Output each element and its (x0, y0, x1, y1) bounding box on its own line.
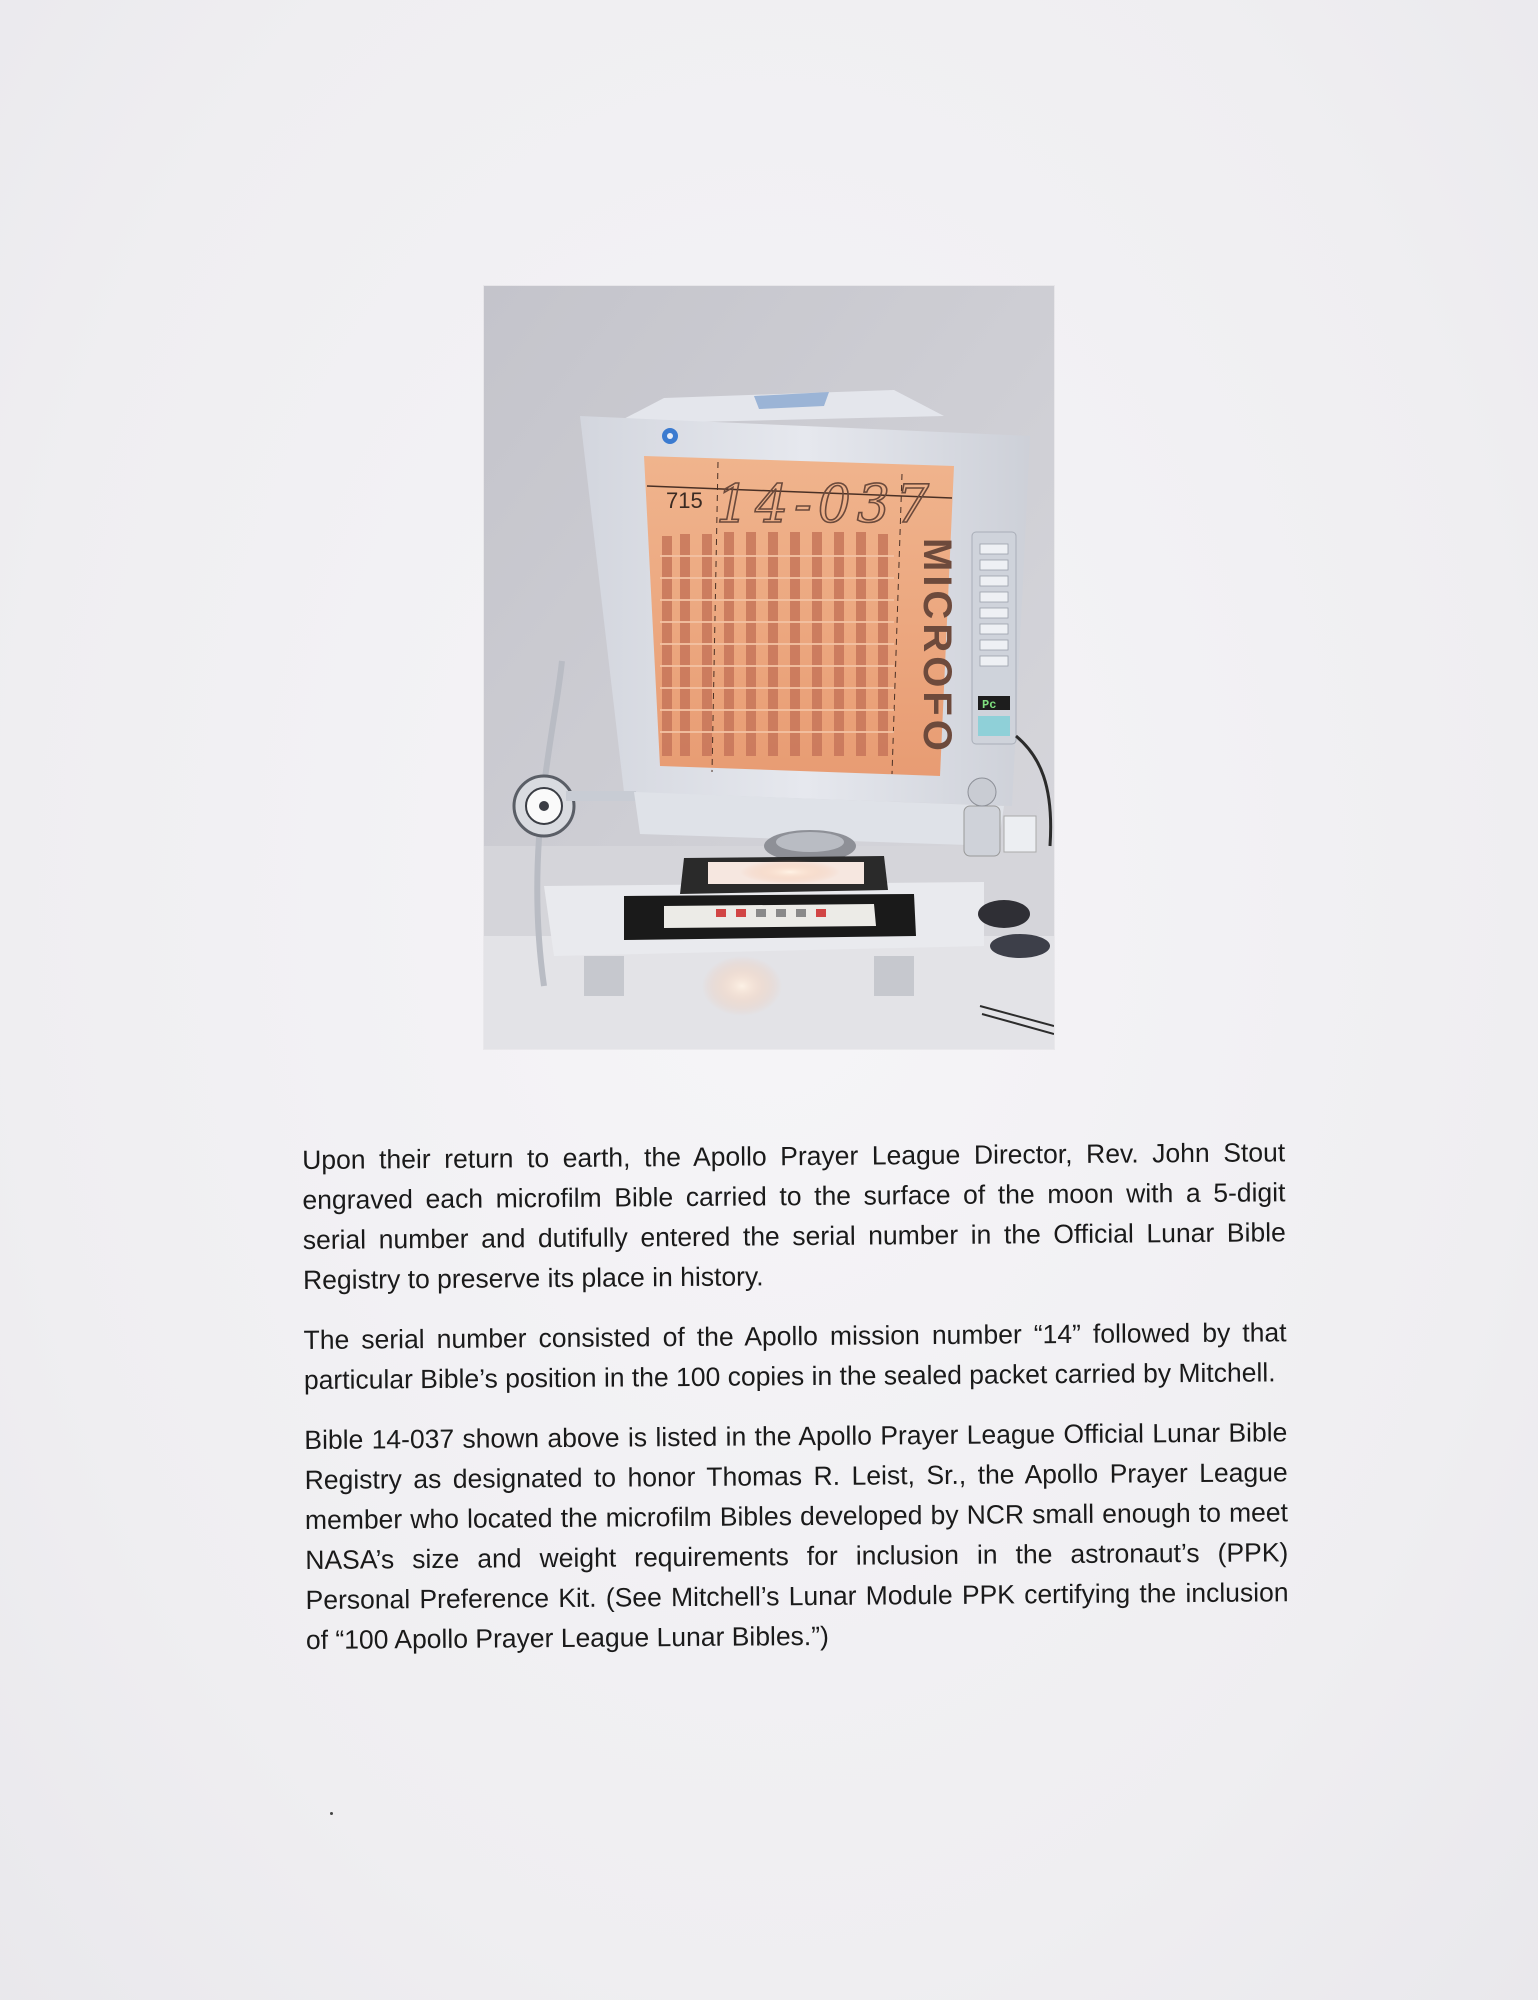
microfilm-reader-photo (484, 286, 1054, 1049)
paragraph-1: Upon their return to earth, the Apollo Prayer League Director, Rev. John Stout engraved each microfilm Bible carried to the surface of the moon with a 5-digit serial number and dutifully entered the serial number in the Official Lunar Bible Registry to preserve its place in history. (302, 1137, 1286, 1295)
brand-text: MICROFO (915, 538, 959, 755)
body-text (302, 1132, 1289, 1680)
paragraph-3: Bible 14-037 shown above is listed in the Apollo Prayer League Official Lunar Bible Registry as designated to honor Thomas R. Leist, Sr., the Apollo Prayer League member who located the microfilm Bibles developed by NCR small enough to meet NASA’s size and weight requirements for inclusion in the astronaut’s (PPK) Personal Preference Kit. (See Mitchell’s Lunar Module PPK certifying the inclusion of “100 Apollo Prayer League Lunar Bibles.”) (304, 1417, 1289, 1655)
speck (330, 1812, 333, 1815)
panel-label: Pc (982, 698, 997, 712)
screen-number: 715 (666, 488, 703, 513)
handwritten-serial: 14-037 (716, 475, 935, 535)
paragraph-2: The serial number consisted of the Apollo mission number “14” followed by that particular Bible’s position in the 100 copies in the sealed packet carried by Mitchell. (303, 1317, 1287, 1395)
